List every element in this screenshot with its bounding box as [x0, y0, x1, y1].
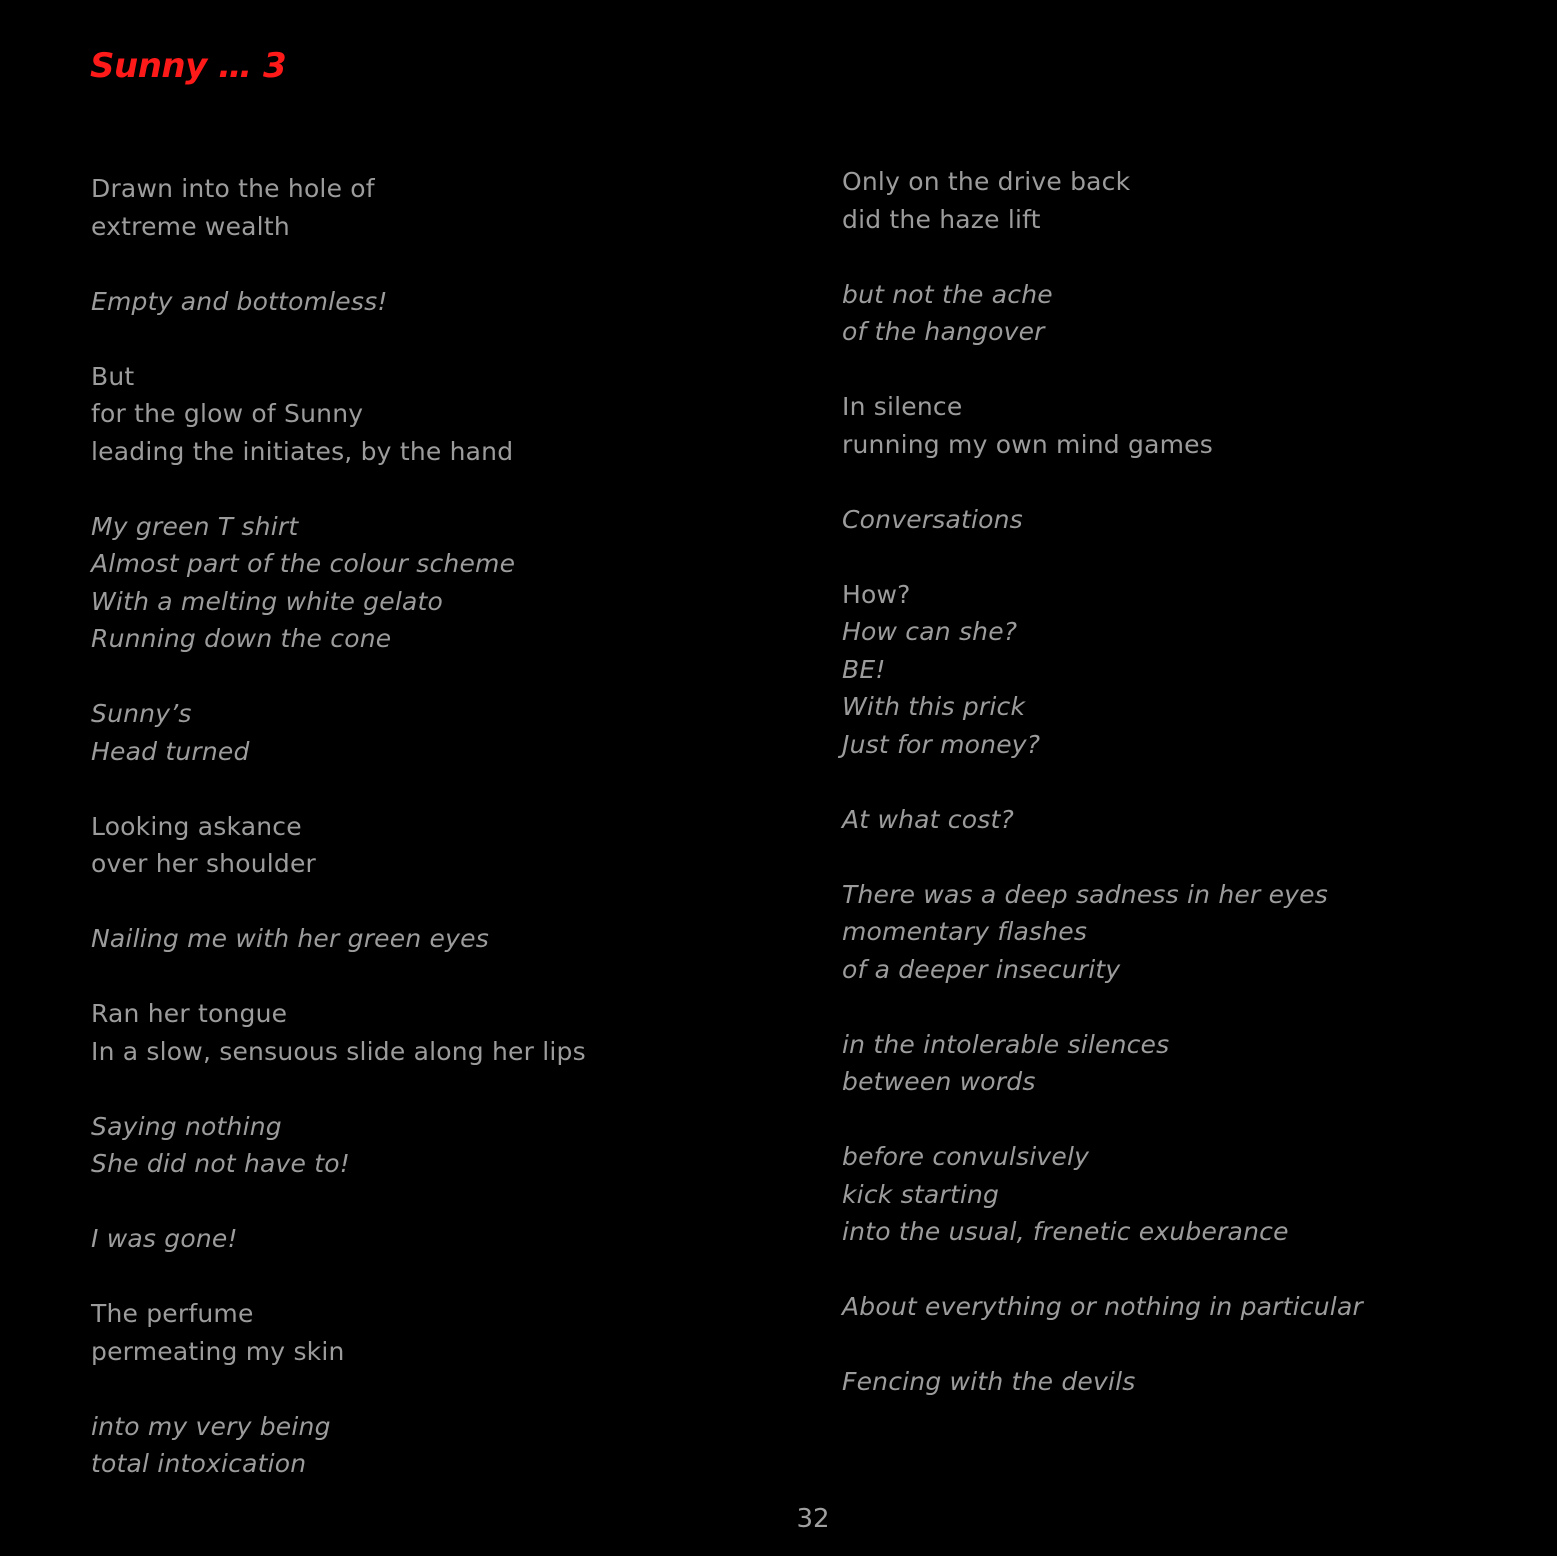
poem-line: How can she? [842, 617, 1018, 646]
stanza [91, 508, 586, 658]
page-number: 32 [796, 1504, 830, 1534]
poem-line: Empty and bottomless! [91, 286, 388, 316]
stanza [842, 501, 1363, 539]
poem-line: The perfume [91, 1299, 254, 1328]
poem-line: I was gone! [91, 1224, 238, 1253]
poem-line: With this prick [842, 692, 1026, 721]
poem-line: in the intolerable silences [842, 1029, 1170, 1059]
poem-line: Drawn into the hole of [91, 174, 375, 203]
poem-line: Running down the cone [91, 624, 392, 653]
poem-line: There was a deep sadness in her eyes [842, 879, 1328, 909]
poem-line: of the hangover [842, 317, 1045, 346]
poem-line: running my own mind games [842, 429, 1213, 459]
stanza [91, 1220, 586, 1258]
stanza [842, 1363, 1363, 1401]
stanza [91, 920, 586, 958]
poem-line: over her shoulder [91, 849, 317, 878]
poem-line: She did not have to! [91, 1149, 350, 1178]
poem-line: Fencing with the devils [842, 1367, 1136, 1396]
poem-line: BE! [842, 654, 886, 684]
poem-line: Nailing me with her green eyes [91, 924, 489, 953]
poem-line: Conversations [842, 504, 1023, 534]
poem-line: of a deeper insecurity [842, 954, 1121, 984]
stanza [842, 388, 1363, 463]
poem-line: into my very being [91, 1411, 331, 1441]
left-column [91, 170, 586, 1483]
stanza [842, 576, 1363, 764]
poem-line: In a slow, sensuous slide along her lips [91, 1036, 586, 1066]
poem-line: But [91, 361, 135, 391]
poem-line: but not the ache [842, 279, 1053, 309]
right-column [842, 163, 1363, 1401]
stanza [91, 1108, 586, 1183]
poem-line: into the usual, frenetic exuberance [842, 1217, 1289, 1246]
stanza [842, 163, 1363, 238]
poem-line: My green T shirt [91, 511, 299, 541]
poem-line: Just for money? [842, 729, 1041, 759]
poem-line: Almost part of the colour scheme [91, 549, 516, 578]
poem-line: How? [842, 579, 911, 609]
stanza [91, 808, 586, 883]
poem-line: between words [842, 1067, 1036, 1096]
poem-line: Ran her tongue [91, 999, 288, 1028]
stanza [842, 276, 1363, 351]
stanza [91, 170, 586, 245]
poem-line: Saying nothing [91, 1111, 282, 1141]
poem-line: Head turned [91, 736, 250, 766]
poem-line: kick starting [842, 1179, 1000, 1209]
stanza [91, 1295, 586, 1370]
stanza [842, 1026, 1363, 1101]
poem-line: extreme wealth [91, 211, 290, 241]
stanza [91, 358, 586, 471]
stanza [91, 995, 586, 1070]
poem-title: Sunny … 3 [90, 46, 287, 86]
stanza [91, 695, 586, 770]
poem-line: Sunny’s [91, 699, 192, 728]
poem-line: total intoxication [91, 1449, 307, 1478]
stanza [842, 876, 1363, 989]
poem-line: At what cost? [842, 804, 1014, 834]
poem-line: permeating my skin [91, 1336, 345, 1366]
poem-line: With a melting white gelato [91, 586, 443, 616]
stanza [842, 1138, 1363, 1251]
poem-line: Only on the drive back [842, 167, 1131, 196]
poem-line: did the haze lift [842, 204, 1041, 234]
poem-line: In silence [842, 392, 963, 421]
stanza [842, 801, 1363, 839]
poem-line: before convulsively [842, 1142, 1090, 1171]
poem-line: About everything or nothing in particular [842, 1292, 1363, 1321]
stanza [91, 283, 586, 321]
stanza [842, 1288, 1363, 1326]
poem-line: leading the initiates, by the hand [91, 436, 514, 466]
poem-line: momentary flashes [842, 917, 1088, 946]
poem-line: for the glow of Sunny [91, 399, 364, 428]
stanza [91, 1408, 586, 1483]
poem-line: Looking askance [91, 811, 302, 841]
